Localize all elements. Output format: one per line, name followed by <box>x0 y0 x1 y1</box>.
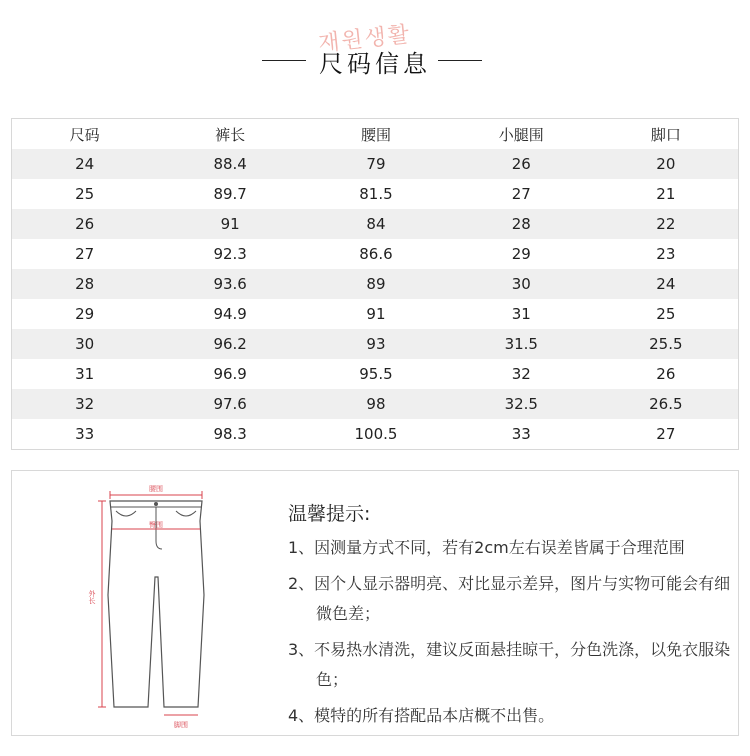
table-cell: 96.9 <box>213 365 247 383</box>
left-pocket <box>116 511 136 516</box>
col-header-calf: 小腿围 <box>498 125 544 144</box>
table-header-row <box>12 119 739 150</box>
table-cell: 89 <box>303 269 449 299</box>
table-cell: 32 <box>511 365 531 383</box>
table-cell: 29 <box>511 245 531 263</box>
hem-label: 脚围 <box>174 721 188 729</box>
table-cell: 26 <box>656 365 676 383</box>
table-cell: 98 <box>303 389 449 419</box>
list-item: 1、因测量方式不同，若有2cm左右误差皆属于合理范围 <box>288 538 685 557</box>
waist-label: 腰围 <box>149 485 163 493</box>
table-row <box>12 179 739 209</box>
table-cell: 91 <box>366 305 386 323</box>
decorative-brand-text: 재원생활 <box>317 22 413 57</box>
table-cell: 22 <box>594 209 739 239</box>
title-rule-right <box>438 60 482 61</box>
table-row <box>12 299 739 329</box>
table-cell: 79 <box>303 149 449 179</box>
table-cell: 32.5 <box>449 389 594 419</box>
table-cell: 24 <box>12 149 158 179</box>
table-cell: 33 <box>511 425 531 443</box>
notes-panel <box>11 470 739 736</box>
notes-title: 温馨提示: <box>288 503 371 525</box>
page-title: 尺码信息 <box>319 50 431 78</box>
table-row <box>12 209 739 239</box>
table-cell: 93.6 <box>157 269 303 299</box>
col-header-hem: 脚口 <box>650 125 681 144</box>
table-cell: 24 <box>594 269 739 299</box>
table-cell: 21 <box>656 185 676 203</box>
list-item: 2、因个人显示器明亮、对比显示差异，图片与实物可能会有细微色差； <box>288 574 731 623</box>
table-cell: 93 <box>303 329 449 359</box>
table-cell: 20 <box>594 149 739 179</box>
table-cell: 84 <box>303 209 449 239</box>
table-cell: 28 <box>449 209 594 239</box>
col-header-waist: 腰围 <box>360 125 391 144</box>
pants-measurement-diagram <box>82 477 282 731</box>
table-cell: 26 <box>449 149 594 179</box>
table-cell: 27 <box>656 425 676 443</box>
table-cell: 100.5 <box>354 425 398 443</box>
table-cell: 32 <box>12 389 158 419</box>
table-cell: 33 <box>75 425 95 443</box>
table-cell: 97.6 <box>157 389 303 419</box>
table-row <box>12 149 739 179</box>
col-header-length: 裤长 <box>215 125 246 144</box>
table-cell: 30 <box>12 329 158 359</box>
right-pocket <box>176 511 196 516</box>
table-cell: 88.4 <box>157 149 303 179</box>
table-cell: 26 <box>12 209 158 239</box>
table-cell: 25 <box>656 305 676 323</box>
length-label: 外长 <box>88 590 96 604</box>
table-cell: 26.5 <box>594 389 739 419</box>
table-row <box>12 269 739 299</box>
table-cell: 27 <box>75 245 95 263</box>
table-cell: 91 <box>157 209 303 239</box>
col-header-size: 尺码 <box>69 125 100 144</box>
table-cell: 89.7 <box>213 185 247 203</box>
table-cell: 92.3 <box>213 245 247 263</box>
page-header <box>0 0 750 100</box>
table-row <box>12 419 739 450</box>
table-cell: 95.5 <box>359 365 393 383</box>
table-cell: 25.5 <box>594 329 739 359</box>
table-cell: 27 <box>511 185 531 203</box>
table-cell: 31.5 <box>449 329 594 359</box>
table-cell: 31 <box>75 365 95 383</box>
table-cell: 86.6 <box>359 245 393 263</box>
table-row <box>12 239 739 269</box>
table-row <box>12 359 739 389</box>
table-row <box>12 389 739 419</box>
table-cell: 29 <box>75 305 95 323</box>
table-cell: 23 <box>656 245 676 263</box>
table-cell: 81.5 <box>359 185 393 203</box>
hip-label: 臀围 <box>149 521 163 529</box>
table-row <box>12 329 739 359</box>
size-table <box>11 118 739 450</box>
table-cell: 31 <box>511 305 531 323</box>
table-cell: 98.3 <box>213 425 247 443</box>
table-cell: 25 <box>75 185 95 203</box>
button <box>154 502 158 506</box>
table-cell: 94.9 <box>213 305 247 323</box>
list-item: 3、不易热水清洗，建议反面悬挂晾干，分色洗涤，以免衣服染色； <box>288 640 731 689</box>
list-item: 4、模特的所有搭配品本店概不出售。 <box>288 706 555 725</box>
table-cell: 30 <box>449 269 594 299</box>
notes-list <box>288 533 734 737</box>
table-cell: 28 <box>12 269 158 299</box>
table-cell: 96.2 <box>157 329 303 359</box>
